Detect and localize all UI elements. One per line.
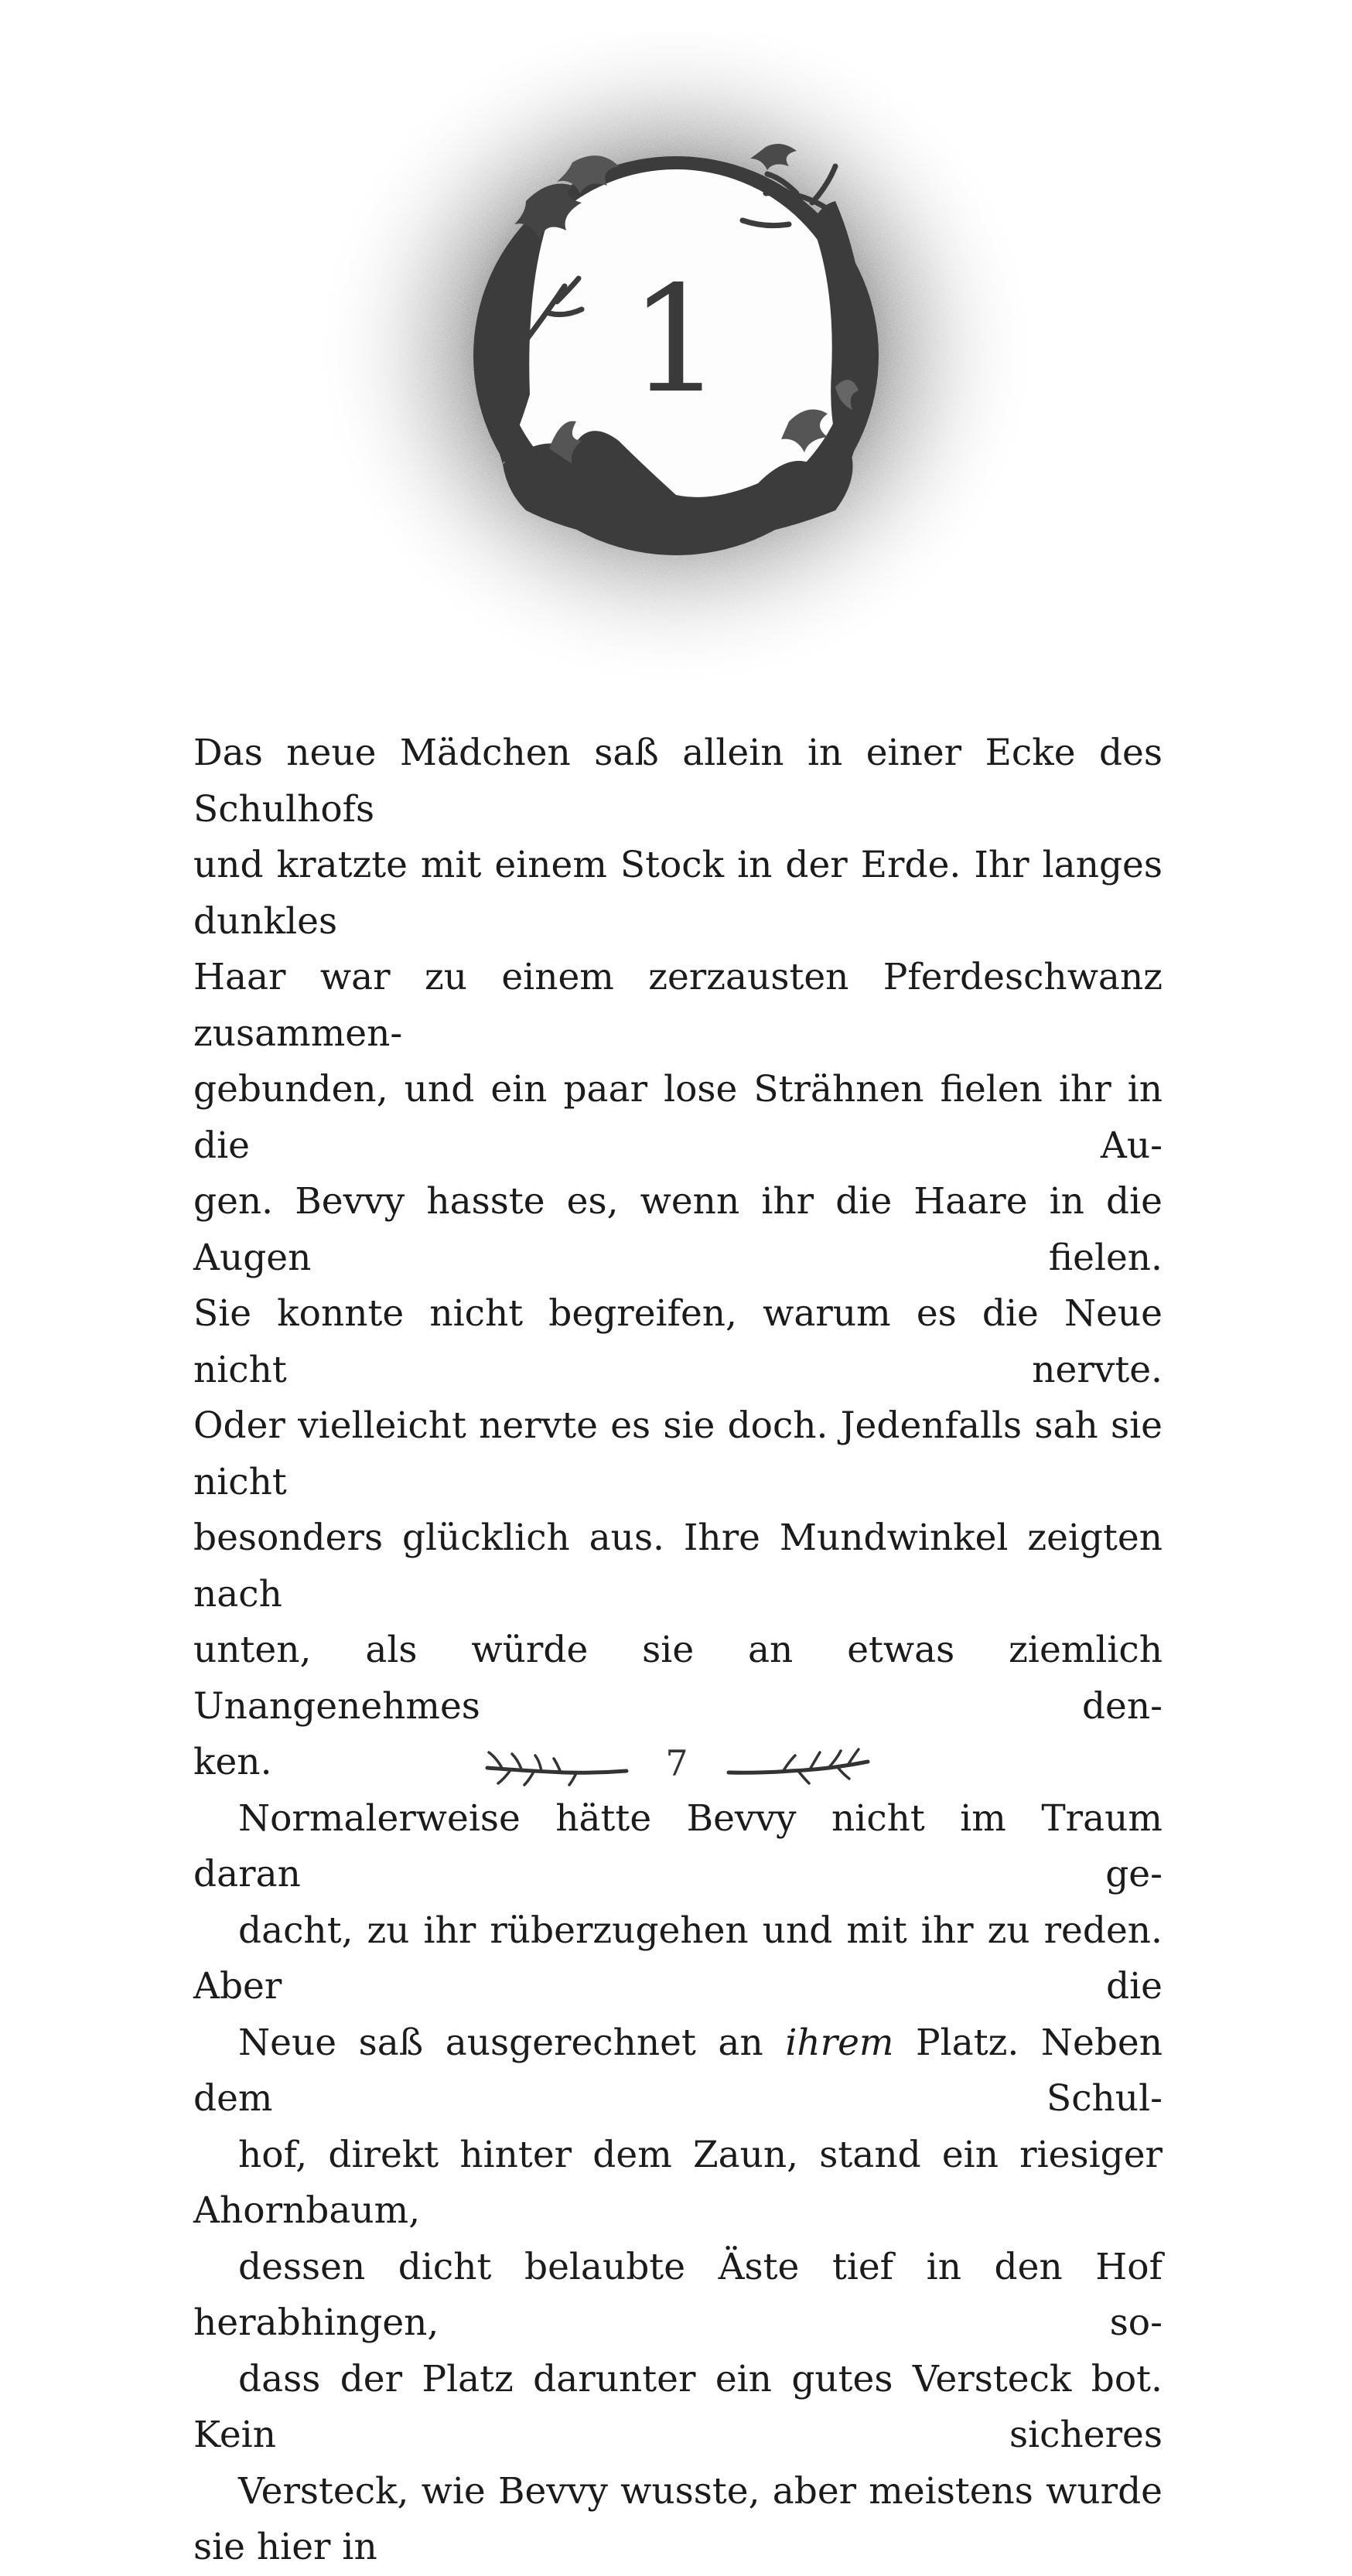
text-line: dessen dicht belaubte Äste tief in den Hof herabhingen, so-	[193, 2245, 1163, 2344]
paragraph	[193, 1791, 1163, 2576]
text-line: gebunden, und ein paar lose Strähnen fielen ihr in die Au-	[193, 1068, 1163, 1167]
text-line: hof, direkt hinter dem Zaun, stand ein riesiger Ahornbaum,	[193, 2133, 1163, 2232]
right-branch-ornament	[721, 1738, 876, 1793]
text-line: Normalerweise hätte Bevvy nicht im Traum daran ge-	[193, 1796, 1163, 1895]
chapter-body	[193, 725, 1163, 2576]
paragraph	[193, 725, 1163, 1791]
text-line: Neue saß ausgerechnet an ihrem Platz. Neben dem Schul-	[193, 2021, 1163, 2120]
text-line: Oder vielleicht nervte es sie doch. Jedenfalls sah sie nicht	[193, 1404, 1163, 1503]
text-line: Haar war zu einem zerzausten Pferdeschwanz zusammen-	[193, 956, 1163, 1055]
page-footer	[480, 1738, 876, 1793]
text-line: unten, als würde sie an etwas ziemlich Unangenehmes den-	[193, 1629, 1163, 1728]
text-line: Versteck, wie Bevvy wusste, aber meistens wurde sie hier in	[193, 2469, 1163, 2568]
chapter-illustration	[294, 31, 1058, 727]
left-branch-ornament	[480, 1738, 634, 1793]
emphasis: ihrem	[785, 2021, 894, 2064]
text-line: ken.	[193, 1741, 272, 1783]
text-line: dacht, zu ihr rüberzugehen und mit ihr zu reden. Aber die	[193, 1909, 1163, 2008]
page-number: 7	[665, 1742, 688, 1784]
chapter-number: 1	[629, 254, 723, 425]
text-line: gen. Bevvy hasste es, wenn ihr die Haare in die Augen fielen.	[193, 1180, 1163, 1279]
text-line: und kratzte mit einem Stock in der Erde. Ihr langes dunkles	[193, 844, 1163, 943]
text-line: dass der Platz darunter ein gutes Versteck bot. Kein sicheres	[193, 2357, 1163, 2456]
text-line: Das neue Mädchen saß allein in einer Ecke des Schulhofs	[193, 732, 1163, 831]
text-line: Sie konnte nicht begreifen, warum es die Neue nicht nervte.	[193, 1292, 1163, 1391]
text-line: besonders glücklich aus. Ihre Mundwinkel zeigten nach	[193, 1517, 1163, 1616]
